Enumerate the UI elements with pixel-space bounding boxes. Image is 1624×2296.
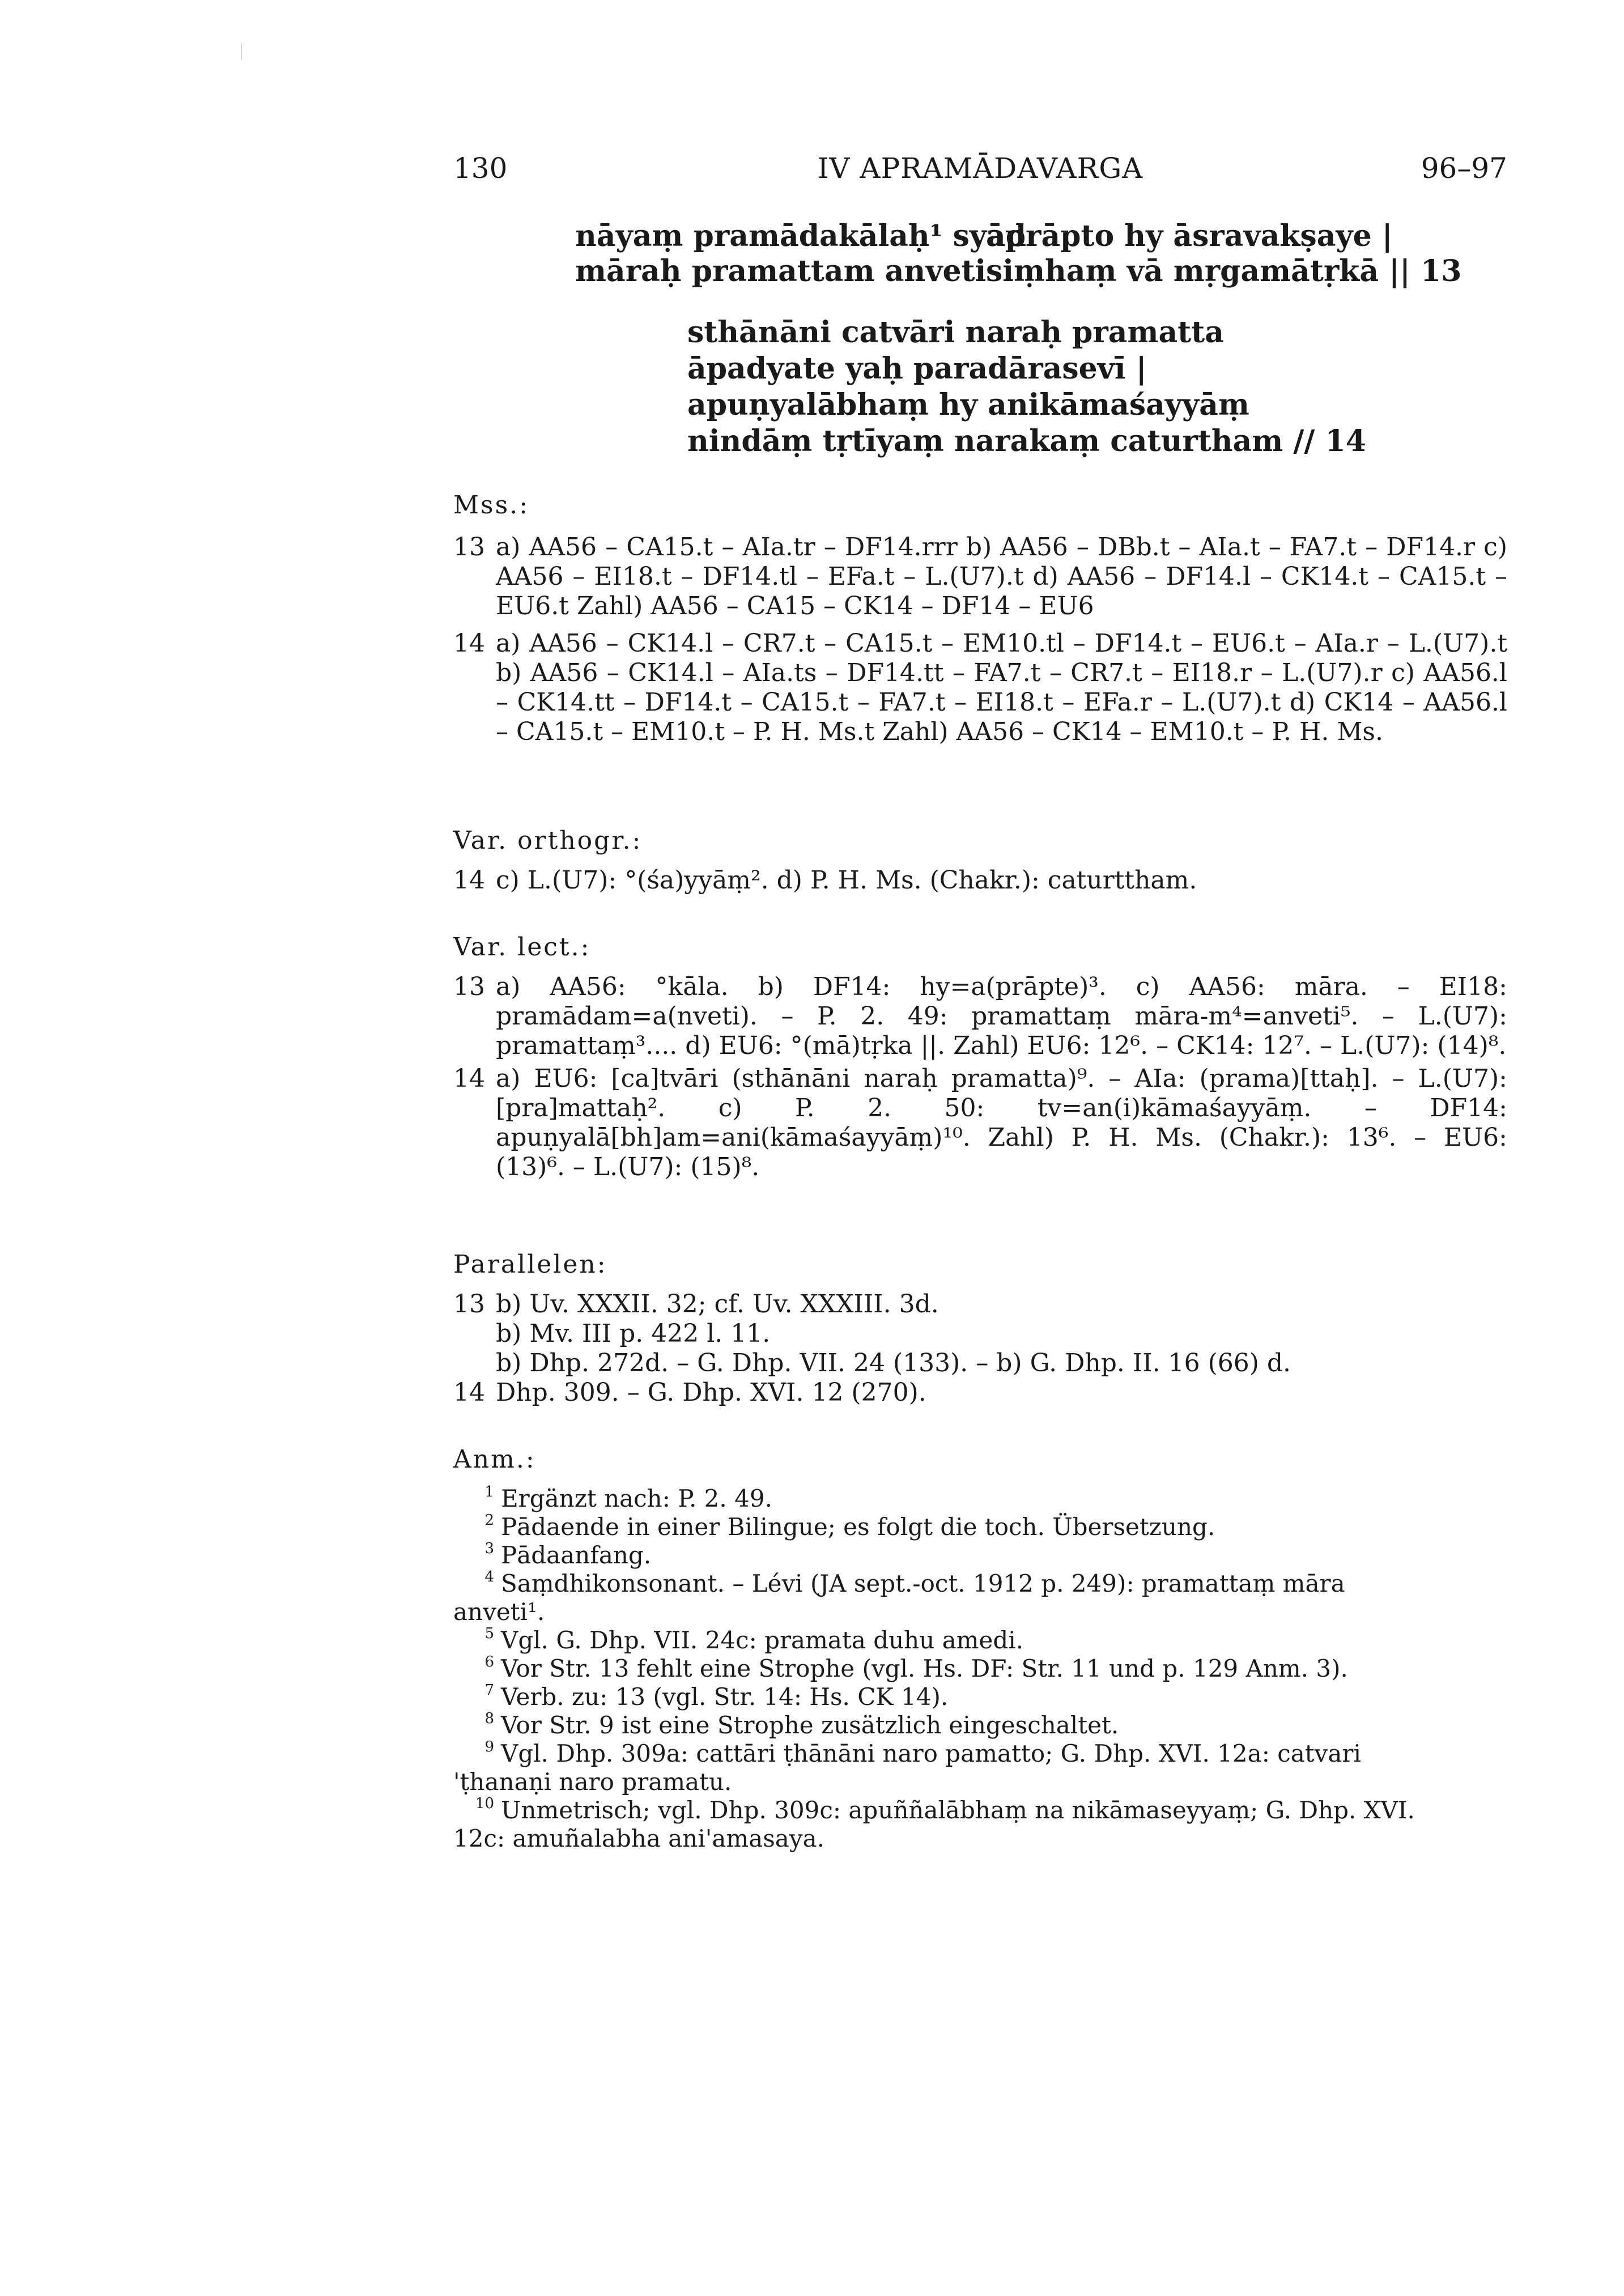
notes-list	[453, 1485, 1507, 1853]
entry-text: Dhp. 309. – G. Dhp. XVI. 12 (270).	[496, 1378, 926, 1407]
verse-14	[687, 314, 1481, 460]
note-number: 9	[484, 1738, 494, 1755]
note-text: Verb. zu: 13 (vgl. Str. 14: Hs. CK 14).	[501, 1683, 949, 1711]
note-number: 6	[484, 1653, 494, 1670]
verse-number: 14	[453, 1064, 485, 1093]
note-number: 4	[484, 1568, 494, 1585]
note-continuation: anveti¹.	[453, 1598, 545, 1626]
verse-number	[453, 1319, 496, 1349]
verse-line: nindāṃ tṛtīyaṃ narakaṃ caturtham // 14	[687, 424, 1366, 458]
verse-number: 13	[453, 1290, 485, 1319]
note-text: Vor Str. 9 ist eine Strophe zusätzlich eingeschaltet.	[501, 1711, 1119, 1739]
verse-range: 96–97	[1421, 152, 1507, 185]
verse-number: 14	[453, 629, 485, 658]
note	[453, 1740, 1507, 1768]
pada-a: nāyaṃ pramādakālaḥ¹ syād	[575, 219, 1027, 253]
note-text: Pādaanfang.	[501, 1541, 652, 1569]
note-text: Pādaende in einer Bilingue; es folgt die toch. Übersetzung.	[501, 1513, 1215, 1541]
verse-number: 14	[453, 866, 485, 895]
note-continuation: 12c: amuñalabha ani'amasaya.	[453, 1825, 824, 1852]
pada-b: aprāpto hy āsravakṣaye |	[986, 219, 1393, 253]
parallel-entry	[453, 1378, 1507, 1408]
verse-number: 13	[453, 972, 485, 1001]
pada-c: māraḥ pramattam anveti	[575, 254, 987, 288]
verse-number: 14	[453, 1378, 485, 1407]
note-number: 10	[475, 1795, 494, 1812]
parallelen-block	[453, 1290, 1507, 1408]
scan-mark	[241, 43, 242, 60]
note-text: Saṃdhikonsonant. – Lévi (JA sept.-oct. 1912 p. 249): pramattaṃ māra	[501, 1570, 1345, 1597]
parallel-entry	[453, 1349, 1507, 1378]
note-number: 7	[484, 1682, 494, 1699]
apparatus-entry	[453, 533, 1507, 621]
note-number: 1	[484, 1483, 494, 1500]
verse-line: sthānāni catvāri naraḥ pramatta	[687, 315, 1224, 350]
entry-text: c) L.(U7): °(śa)yyāṃ². d) P. H. Ms. (Chakr.): caturttham.	[496, 866, 1197, 895]
note-text: Vor Str. 13 fehlt eine Strophe (vgl. Hs. DF: Str. 11 und p. 129 Anm. 3).	[501, 1655, 1348, 1682]
parallel-entry	[453, 1319, 1507, 1349]
note-text: Ergänzt nach: P. 2. 49.	[501, 1485, 772, 1512]
note	[453, 1711, 1507, 1740]
section-label-anm: Anm.:	[453, 1445, 536, 1474]
note	[453, 1570, 1507, 1598]
page-number: 130	[453, 152, 508, 185]
entry-text: a) AA56 – CA15.t – AIa.tr – DF14.rrr b) AA56 – DBb.t – AIa.t – FA7.t – DF14.r c) AA56 – EI18.t – DF14.tl – EFa.t – L.(U7).t d) AA56 – DF14.l – CK14.t – CA15.t – EU6.t Zahl) AA56 – CA15 – CK14 – DF14 – EU6	[496, 533, 1507, 620]
apparatus-entry	[453, 629, 1507, 747]
section-label-var-orthogr: Var. orthogr.:	[453, 826, 643, 855]
chapter-title: IV APRAMĀDAVARGA	[817, 152, 1143, 185]
note-number: 2	[484, 1512, 494, 1529]
verse-line: apuṇyalābhaṃ hy anikāmaśayyāṃ	[687, 388, 1249, 422]
verse-line: āpadyate yaḥ paradārasevī |	[687, 351, 1147, 386]
entry-text: a) AA56: °kāla. b) DF14: hy=a(prāpte)³. c) AA56: māra. – EI18: pramādam=a(nveti). – P. 2. 49: pramattaṃ māra-m⁴=anveti⁵. – L.(U7): pramattaṃ³.... d) EU6: °(mā)tṛka ||. Zahl) EU6: 12⁶. – CK14: 12⁷. – L.(U7): (14)⁸.	[496, 972, 1507, 1060]
note-number: 5	[484, 1625, 494, 1642]
apparatus-entry	[453, 1064, 1507, 1182]
note-text: Vgl. Dhp. 309a: cattāri ṭhānāni naro pamatto; G. Dhp. XVI. 12a: catvari	[501, 1740, 1361, 1767]
section-label-parallelen: Parallelen:	[453, 1250, 607, 1279]
entry-text: b) Mv. III p. 422 l. 11.	[496, 1319, 771, 1348]
var-lect-block	[453, 972, 1507, 1182]
pada-d: siṃhaṃ vā mṛgamātṛkā || 13	[986, 254, 1462, 288]
verse-13	[575, 219, 1462, 289]
note	[453, 1626, 1507, 1655]
verse-line	[575, 254, 1462, 289]
note	[453, 1541, 1507, 1570]
section-label-mss: Mss.:	[453, 491, 530, 520]
note-number: 8	[484, 1710, 494, 1727]
section-label-var-lect: Var. lect.:	[453, 933, 591, 962]
note-continuation: 'ṭhanaṇi naro pramatu.	[453, 1768, 732, 1796]
var-orthogr-block	[453, 866, 1507, 895]
apparatus-entry	[453, 972, 1507, 1061]
verse-line	[575, 219, 1425, 254]
verse-number: 13	[453, 533, 485, 562]
entry-text: b) Dhp. 272d. – G. Dhp. VII. 24 (133). – b) G. Dhp. II. 16 (66) d.	[496, 1349, 1291, 1377]
entry-text: b) Uv. XXXII. 32; cf. Uv. XXXIII. 3d.	[496, 1290, 939, 1319]
mss-block	[453, 533, 1507, 747]
note	[453, 1655, 1507, 1683]
note	[453, 1796, 1507, 1825]
entry-text: a) AA56 – CK14.l – CR7.t – CA15.t – EM10.tl – DF14.t – EU6.t – AIa.r – L.(U7).t b) AA56 – CK14.l – AIa.ts – DF14.tt – FA7.t – CR7.t – EI18.r – L.(U7).r c) AA56.l – CK14.tt – DF14.t – CA15.t – FA7.t – EI18.t – EFa.r – L.(U7).t d) CK14 – AA56.l – CA15.t – EM10.t – P. H. Ms.t Zahl) AA56 – CK14 – EM10.t – P. H. Ms.	[496, 629, 1507, 746]
running-header	[453, 148, 1507, 188]
note-text: Vgl. G. Dhp. VII. 24c: pramata duhu amedi.	[501, 1626, 1024, 1654]
note	[453, 1485, 1507, 1513]
apparatus-entry	[453, 866, 1507, 895]
note	[453, 1513, 1507, 1541]
parallel-entry	[453, 1290, 1507, 1319]
entry-text: a) EU6: [ca]tvāri (sthānāni naraḥ pramatta)⁹. – AIa: (prama)[ttaḥ]. – L.(U7): [pra]mattaḥ². c) P. 2. 50: tv=an(i)kāmaśayyāṃ. – DF14: apuṇyalā[bh]am=ani(kāmaśayyāṃ)¹⁰. Zahl) P. H. Ms. (Chakr.): 13⁶. – EU6: (13)⁶. – L.(U7): (15)⁸.	[496, 1064, 1507, 1181]
note	[453, 1683, 1507, 1711]
verse-number	[453, 1349, 496, 1378]
note-number: 3	[484, 1540, 494, 1557]
note-text: Unmetrisch; vgl. Dhp. 309c: apuññalābhaṃ na nikāmaseyyaṃ; G. Dhp. XVI.	[501, 1796, 1415, 1824]
